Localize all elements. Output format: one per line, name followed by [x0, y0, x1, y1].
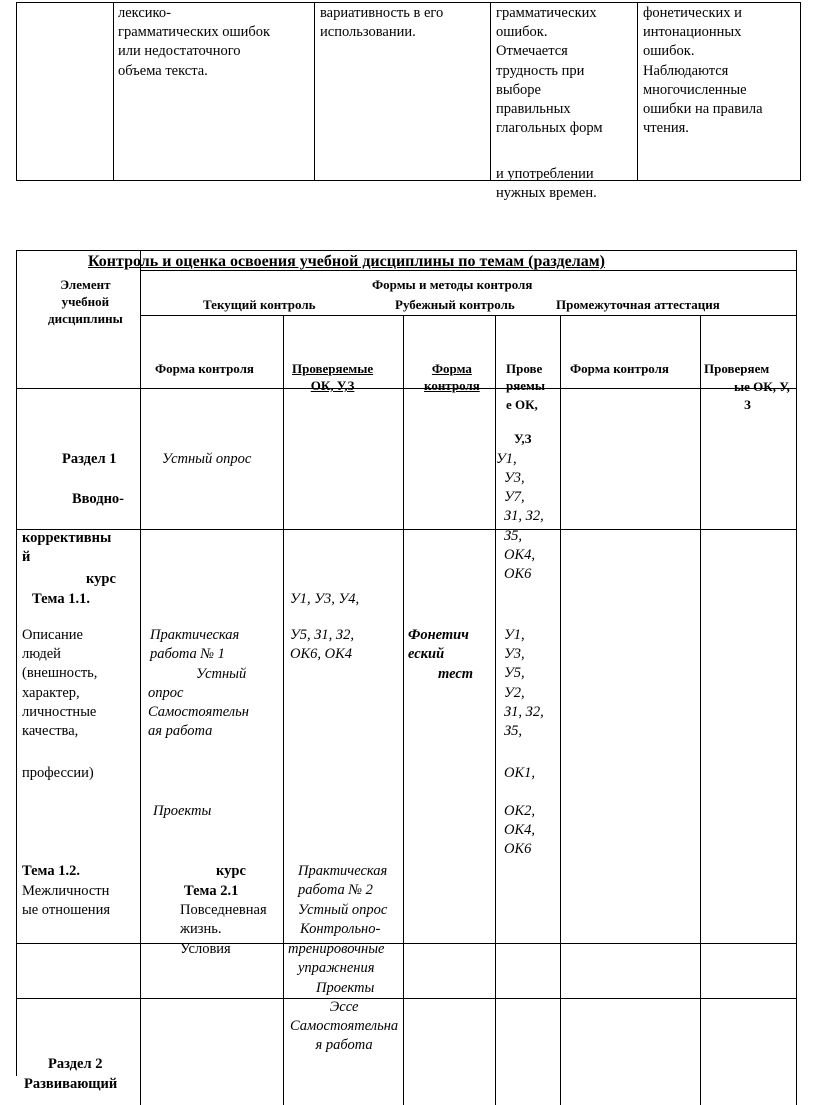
- table-col-divider: [495, 315, 496, 1105]
- table-border-right: [796, 250, 797, 1105]
- table-border-left: [16, 2, 17, 180]
- checked-item: У5, З1, З2, ОК6, ОК4: [290, 627, 354, 663]
- section-subtitle: курс: [216, 863, 246, 879]
- topic-text: профессии): [22, 765, 94, 781]
- table-col-divider: [700, 315, 701, 1105]
- table-row-divider: [16, 943, 796, 944]
- form-control-item: Проекты: [316, 980, 375, 996]
- form-control-item: Устный опрос: [162, 451, 252, 467]
- header-checked: У,З: [514, 431, 532, 446]
- table-title: Контроль и оценка освоения учебной дисциплины по темам (разделам): [88, 253, 605, 270]
- header-form-control: Форма контроля: [155, 361, 254, 376]
- section-subtitle: курс: [86, 571, 116, 587]
- topic-text: Повседневная жизнь.: [180, 902, 267, 938]
- section-subtitle: коррективны й: [22, 530, 112, 566]
- section-title: Раздел 2: [48, 1056, 103, 1072]
- table-col-divider: [490, 2, 491, 180]
- header-form-control: Форма контроля: [570, 361, 669, 376]
- topic-title: Тема 1.1.: [32, 591, 90, 607]
- header-forms-methods: Формы и методы контроля: [372, 277, 533, 292]
- form-control-item: Устный опрос: [298, 902, 388, 918]
- form-control-item: Контрольно-: [300, 921, 381, 937]
- cell-text: грамматических ошибок. Отмечается трудность при выборе правильных глагольных форм: [496, 5, 603, 137]
- cell-text: и употреблении нужных времен.: [496, 166, 597, 202]
- table-border-right: [800, 2, 801, 180]
- section-title: Раздел 1: [62, 451, 117, 467]
- checked-item: У3, У7, З1, З2, З5, ОК4, ОК6: [504, 470, 544, 583]
- topic-text: Описание людей (внешность, характер, личностные качества,: [22, 627, 98, 740]
- cell-text: лексико- грамматических ошибок или недостаточного объема текста.: [118, 5, 271, 79]
- form-control-item: Устный: [196, 666, 247, 682]
- topic-text: Межличностн ые отношения: [22, 883, 110, 919]
- table-row-divider: [140, 315, 796, 316]
- checked-item: У1,: [496, 451, 517, 467]
- table-col-divider: [560, 315, 561, 1105]
- table-col-divider: [140, 250, 141, 1105]
- form-control-item: Практическая работа № 2: [298, 863, 388, 899]
- table-row-divider: [140, 270, 796, 271]
- topic-title: Тема 1.2.: [22, 863, 80, 879]
- form-control-item: Эссе Самостоятельна я работа: [290, 999, 399, 1054]
- header-checked: З: [744, 397, 751, 412]
- table-col-divider: [403, 315, 404, 1105]
- form-control-item: тренировочные упражнения: [288, 941, 385, 977]
- checked-item: У1, У3, У5, У2, З1, З2, З5,: [504, 627, 544, 740]
- header-milestone: Рубежный контроль: [395, 297, 515, 312]
- cell-text: вариативность в его использовании.: [320, 5, 444, 41]
- form-control-item: опрос Самостоятельн ая работа: [148, 685, 249, 740]
- table-row-divider: [16, 529, 796, 530]
- table-border-top: [16, 2, 801, 3]
- checked-item: ОК1,: [504, 765, 535, 781]
- header-checked: е ОК,: [506, 397, 538, 412]
- table-row-divider: [16, 388, 796, 389]
- header-current: Текущий контроль: [203, 297, 316, 312]
- table-col-divider: [637, 2, 638, 180]
- header-intermediate: Промежуточная аттестация: [556, 297, 720, 312]
- form-control-item: Проекты: [153, 803, 212, 819]
- topic-title: Тема 2.1: [184, 883, 239, 899]
- cell-text: фонетических и интонационных ошибок. Наблюдаются многочисленные ошибки на правила чтения.: [643, 5, 763, 137]
- checked-item: У1, У3, У4,: [290, 591, 360, 607]
- table-col-divider: [113, 2, 114, 180]
- section-subtitle: Развивающий: [24, 1076, 118, 1092]
- milestone-form: Фонетич еский: [408, 627, 469, 663]
- table-border-top: [16, 250, 796, 251]
- table-col-divider: [283, 315, 284, 1105]
- header-element: Элемент учебной дисциплины: [48, 277, 123, 326]
- header-checked: Прове ряемы: [506, 361, 546, 393]
- table-row-divider: [16, 998, 796, 999]
- table-border-bottom: [16, 180, 801, 181]
- topic-text: Условия: [180, 941, 231, 957]
- header-checked: Проверяем: [704, 361, 770, 376]
- table-border-left: [16, 250, 17, 1076]
- table-col-divider: [314, 2, 315, 180]
- header-form-control: Форма контроля: [424, 361, 480, 393]
- header-checked: ые ОК, У,: [734, 379, 790, 394]
- checked-item: ОК2, ОК4, ОК6: [504, 803, 535, 858]
- form-control-item: Практическая работа № 1: [150, 627, 240, 663]
- milestone-form: тест: [438, 666, 474, 682]
- header-checked: Проверяемые ОК, У,З: [292, 361, 374, 393]
- section-subtitle: Вводно-: [72, 491, 125, 507]
